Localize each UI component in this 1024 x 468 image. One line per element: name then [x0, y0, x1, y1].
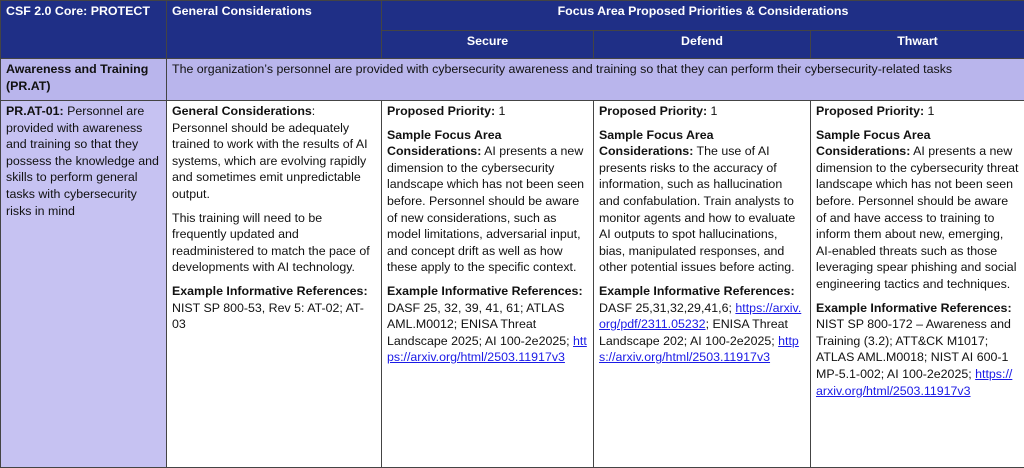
secure-header: Secure	[382, 31, 594, 59]
defend-considerations-label: Sample Focus Area Considerations:	[599, 128, 714, 159]
defend-link-pdf[interactable]: https://arxiv.org/pdf/2311.05232	[599, 301, 801, 332]
thwart-considerations-text: AI presents a new dimension to the cybersecurity threat landscape which has not been seen before. Personnel should be aware of and have access to training to inform them about new, emerging, AI-enabled threats such as those leveraging spear phishing and social engineering tactics and techniques.	[816, 144, 1018, 291]
general-colon: :	[312, 104, 315, 118]
thwart-refs-heading: Example Informative References:	[816, 300, 1019, 317]
defend-header: Defend	[594, 31, 811, 59]
general-header: General Considerations	[167, 1, 382, 59]
subcategory-id: PR.AT-01:	[6, 104, 64, 118]
thwart-refs: NIST SP 800-172 – Awareness and Training (3.2); ATT&CK M1017; ATLAS AML.M0018; NIST AI 600-1 MP-5.1-002; AI 100-2e2025;	[816, 317, 1011, 381]
subcategory-cell	[1, 101, 167, 468]
category-name: Awareness and Training (PR.AT)	[1, 59, 167, 101]
defend-priority-value: 1	[711, 104, 718, 118]
thwart-priority-label: Proposed Priority:	[816, 104, 924, 118]
secure-link[interactable]: https://arxiv.org/html/2503.11917v3	[387, 334, 587, 365]
general-p1: Personnel should be adequately trained to work with the results of AI systems, which are evolving rapidly and sometimes emit unpredictable output.	[172, 120, 376, 203]
thwart-link[interactable]: https://arxiv.org/html/2503.11917v3	[816, 367, 1012, 398]
defend-considerations-text: The use of AI presents risks to the accuracy of information, such as hallucination and confabulation. Train analysts to monitor agents and how to evaluate AI outputs to spot hallucinations, bias, manipulated responses, and other potential issues before acting.	[599, 144, 795, 274]
subcategory-text: Personnel are provided with awareness and training so that they possess the knowledge and skills to perform general tasks with cybersecurity risks in mind	[6, 104, 159, 218]
secure-refs-heading: Example Informative References:	[387, 283, 588, 300]
defend-refs-heading: Example Informative References:	[599, 283, 805, 300]
thwart-cell	[811, 101, 1024, 468]
defend-priority-label: Proposed Priority:	[599, 104, 707, 118]
defend-link-html[interactable]: https://arxiv.org/html/2503.11917v3	[599, 334, 799, 365]
general-heading: General Considerations	[172, 104, 312, 118]
secure-priority-label: Proposed Priority:	[387, 104, 495, 118]
defend-cell	[594, 101, 811, 468]
general-refs-heading: Example Informative References:	[172, 283, 376, 300]
general-cell	[167, 101, 382, 468]
defend-refs-2: ; ENISA Threat Landscape 202; AI 100-2e2025;	[599, 317, 788, 348]
core-header: CSF 2.0 Core: PROTECT	[1, 1, 167, 59]
secure-considerations-label: Sample Focus Area Considerations:	[387, 128, 502, 159]
thwart-priority-value: 1	[928, 104, 935, 118]
secure-considerations-text: AI presents a new dimension to the cybersecurity landscape which has not been seen before. Personnel should be aware of new considerations, such as model limitations, adversarial input, and concept drift as well as how these apply to the specific context.	[387, 144, 584, 274]
defend-refs: DASF 25,31,32,29,41,6;	[599, 301, 732, 315]
focus-header: Focus Area Proposed Priorities & Considerations	[382, 1, 1024, 31]
general-p2: This training will need to be frequently updated and readministered to match the pace of developments with AI technology.	[172, 210, 376, 276]
thwart-header: Thwart	[811, 31, 1024, 59]
general-refs: NIST SP 800-53, Rev 5: AT-02; AT-03	[172, 300, 376, 333]
secure-refs: DASF 25, 32, 39, 41, 61; ATLAS AML.M0012; ENISA Threat Landscape 2025; AI 100-2e2025;	[387, 301, 570, 348]
secure-priority-value: 1	[499, 104, 506, 118]
category-description: The organization’s personnel are provided with cybersecurity awareness and training so that they can perform their cybersecurity-related tasks	[167, 59, 1024, 101]
thwart-considerations-label: Sample Focus Area Considerations:	[816, 128, 931, 159]
secure-cell	[382, 101, 594, 468]
